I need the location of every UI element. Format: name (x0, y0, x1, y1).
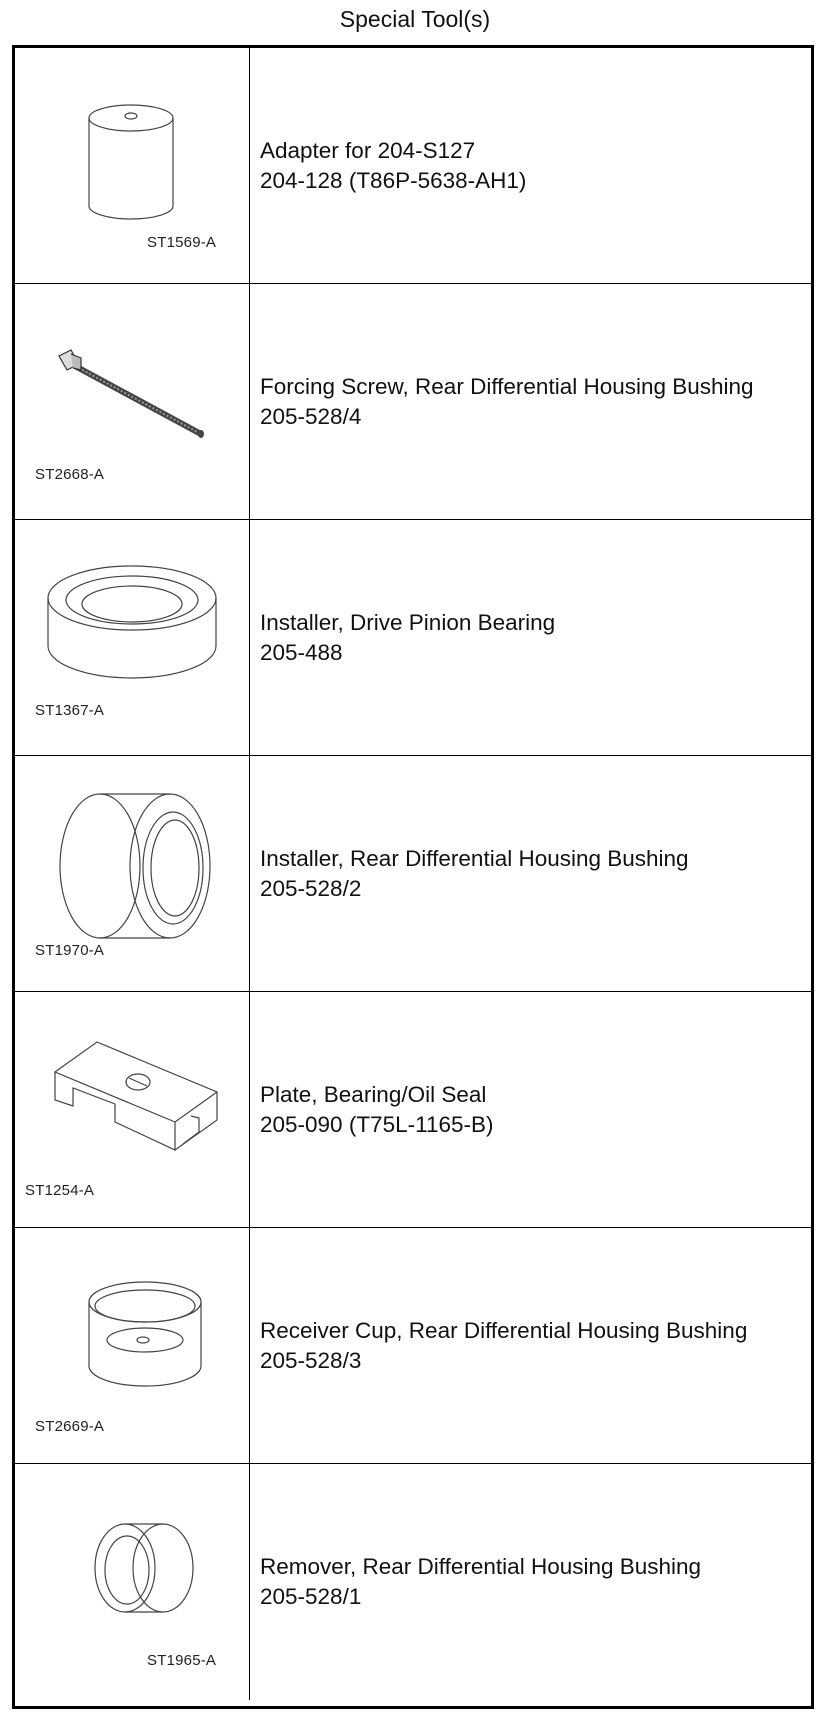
tool-image-cell (15, 48, 250, 283)
tool-name: Installer, Drive Pinion Bearing (260, 609, 556, 635)
tool-description (260, 1464, 805, 1700)
tool-number: 205-528/3 (260, 1347, 362, 1373)
tool-number: 204-128 (T86P-5638-AH1) (260, 167, 527, 193)
tool-code: ST1254-A (25, 1182, 95, 1199)
tool-name: Installer, Rear Differential Housing Bushing (260, 845, 689, 871)
tool-number: 205-488 (260, 639, 343, 665)
table-row (15, 284, 811, 520)
tool-name: Receiver Cup, Rear Differential Housing Bushing (260, 1317, 748, 1343)
tool-image-cell (15, 756, 250, 991)
table-row (15, 992, 811, 1228)
tool-code: ST1367-A (35, 702, 105, 719)
table-row (15, 48, 811, 284)
tool-name: Remover, Rear Differential Housing Bushing (260, 1554, 702, 1579)
tool-code: ST1970-A (35, 942, 105, 959)
table-row (15, 1464, 811, 1700)
tool-name: Adapter for 204-S127 (260, 137, 476, 163)
tool-description (260, 1228, 805, 1463)
tool-number: 205-528/2 (260, 875, 362, 901)
tool-image-cell (15, 1464, 250, 1700)
tool-code: ST2668-A (35, 466, 105, 483)
tool-description (260, 284, 805, 519)
tool-description (260, 520, 805, 755)
forcing-screw-icon (15, 284, 249, 520)
table-row (15, 520, 811, 756)
ring-installer-icon (15, 520, 249, 756)
tool-image-cell (15, 284, 250, 519)
page-title: Special Tool(s) (339, 6, 491, 32)
tool-image-cell (15, 1228, 250, 1463)
table-row (15, 1228, 811, 1464)
tool-code: ST1569-A (147, 234, 217, 251)
tool-description (260, 992, 805, 1227)
tool-number: 205-528/1 (260, 1584, 362, 1609)
tool-image-cell (15, 992, 250, 1227)
special-tools-table (12, 45, 814, 1709)
tool-code: ST1965-A (147, 1652, 217, 1669)
table-row (15, 756, 811, 992)
tool-image-cell (15, 520, 250, 755)
tool-number: 205-090 (T75L-1165-B) (260, 1111, 494, 1137)
tool-code: ST2669-A (35, 1418, 105, 1435)
tool-description (260, 756, 805, 991)
tool-name: Plate, Bearing/Oil Seal (260, 1081, 487, 1107)
tool-description (260, 48, 805, 283)
tool-name: Forcing Screw, Rear Differential Housing Bushing (260, 373, 754, 399)
tool-number: 205-528/4 (260, 403, 362, 429)
